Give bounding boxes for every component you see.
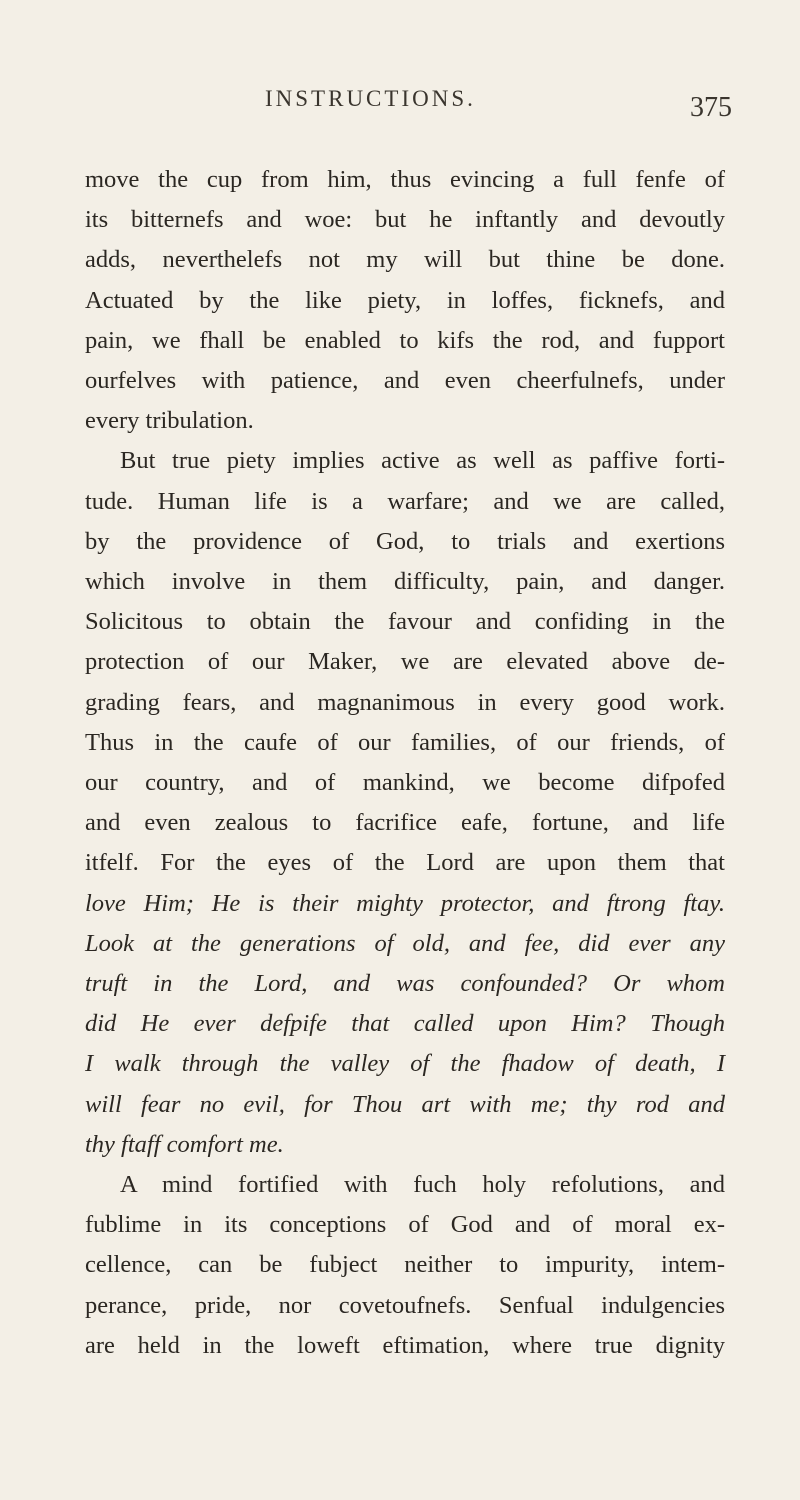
text-line: A mind fortified with fuch holy refolutions, and <box>120 1171 725 1198</box>
text-line: Look at the generations of old, and fee, did ever any <box>85 929 725 957</box>
text-line: will fear no evil, for Thou art with me; thy rod and <box>85 1090 725 1118</box>
text-line: Solicitous to obtain the favour and confiding in the <box>85 608 725 636</box>
page-number: 375 <box>690 92 732 123</box>
text-line: fublime in its conceptions of God and of moral ex- <box>85 1211 725 1239</box>
text-line: protection of our Maker, we are elevated above de- <box>85 648 725 676</box>
text-line: But true piety implies active as well as paffive forti- <box>120 447 725 475</box>
text-line: cellence, can be fubject neither to impurity, intem- <box>85 1251 725 1279</box>
text-line: I walk through the valley of the fhadow of death, I <box>85 1050 725 1078</box>
text-line: thy ftaff comfort me. <box>85 1130 284 1158</box>
text-line: by the providence of God, to trials and exertions <box>85 527 725 555</box>
text-line: and even zealous to facrifice eafe, fortune, and life <box>85 809 725 837</box>
text-line: our country, and of mankind, we become difpofed <box>85 769 725 796</box>
text-line: perance, pride, nor covetoufnefs. Senfual indulgencies <box>85 1291 725 1319</box>
text-line: grading fears, and magnanimous in every good work. <box>85 688 725 716</box>
text-line: move the cup from him, thus evincing a full fenfe of <box>85 166 725 193</box>
text-line: which involve in them difficulty, pain, and danger. <box>85 568 725 595</box>
text-line: tude. Human life is a warfare; and we are called, <box>85 487 725 515</box>
text-line: Actuated by the like piety, in loffes, ficknefs, and <box>85 286 725 314</box>
text-line: Thus in the caufe of our families, of our friends, of <box>85 728 725 756</box>
text-line: every tribulation. <box>85 407 254 435</box>
text-line: are held in the loweft eftimation, where true dignity <box>85 1331 725 1359</box>
running-head: INSTRUCTIONS. <box>265 86 476 111</box>
text-line: love Him; He is their mighty protector, and ftrong ftay. <box>85 889 725 917</box>
text-line: itfelf. For the eyes of the Lord are upon them that <box>85 849 725 877</box>
text-line: adds, neverthelefs not my will but thine be done. <box>85 246 725 274</box>
text-line: pain, we fhall be enabled to kifs the rod, and fupport <box>85 326 725 354</box>
text-line: truft in the Lord, and was confounded? Or whom <box>85 970 725 997</box>
text-line: did He ever defpife that called upon Him? Though <box>85 1010 725 1038</box>
text-line: its bitternefs and woe: but he inftantly and devoutly <box>85 206 725 234</box>
text-line: ourfelves with patience, and even cheerfulnefs, under <box>85 367 725 394</box>
